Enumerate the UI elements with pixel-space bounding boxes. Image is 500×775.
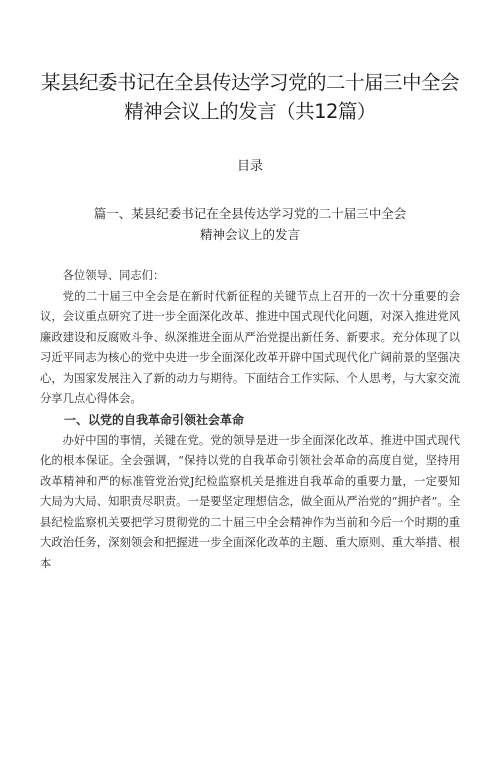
title-line-1: 某县纪委书记在全县传达学习党的二十届三中全会 xyxy=(40,71,459,94)
greeting: 各位领导、同志们： xyxy=(62,269,165,282)
document-body xyxy=(40,266,460,574)
paragraph-2: 办好中国的事情，关键在党。党的领导是进一步全面深化改革、推进中国式现代化的根本保证。全会强调，“保持以党的自我革命引领社会革命的高度自觉，坚持用改革精神和严的标准管党治党J纪检监察机关是推进自我革命的重要力量，一定要知大局为大局、知职责尽职责。一是要坚定理想信念，做全面从严治党的“拥护者”。全县纪检监察机关要把学习贯彻党的二十届三中全会精神作为当前和今后一个时期的重大政治任务，深刻领会和把握进一步全面深化改革的主题、重大原则、重大举措、根本 xyxy=(40,433,460,570)
heading-1: 一、以党的自我革命引领社会革命 xyxy=(64,412,245,427)
section-title xyxy=(40,203,460,245)
toc-heading: 目录 xyxy=(236,159,263,174)
document-page xyxy=(0,68,500,775)
paragraph-1: 党的二十届三中全会是在新时代新征程的关键节点上召开的一次十分重要的会议，会议重点研究了进一步全面深化改革、推进中国式现代化问题，对深入推进党风廉政建设和反腐败斗争、纵深推进全面从严治党提出新任务、新要求。充分体现了以习近平同志为核心的党中央进一步全面深化改革开辟中国式现代化广阔前景的坚强决心，为国家发展注入了新的动力与期待。下面结合工作实际、个人思考，与大家交流分享几点心得体会。 xyxy=(40,289,460,405)
title-line-2: 精神会议上的发言（共12篇） xyxy=(124,100,376,123)
document-title xyxy=(40,68,460,126)
section-title-line-2: 精神会议上的发言 xyxy=(199,227,300,242)
section-title-line-1: 篇一、某县纪委书记在全县传达学习党的二十届三中全会 xyxy=(93,206,407,221)
